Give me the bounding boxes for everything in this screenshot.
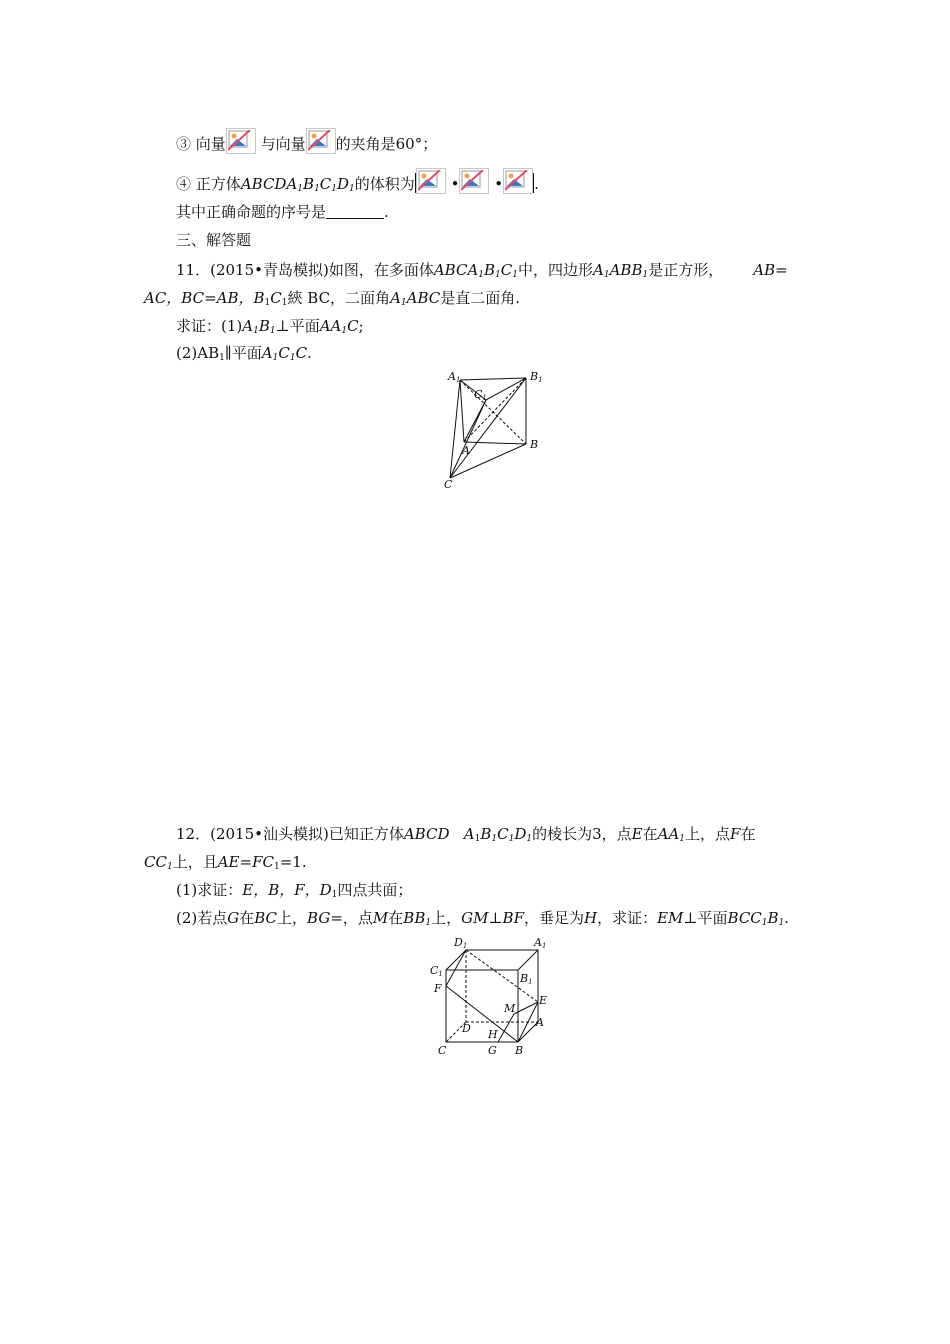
item-3-text-b: 与向量 — [260, 135, 306, 153]
dot-operator: • — [450, 175, 460, 193]
label-A: A — [462, 444, 470, 457]
broken-image-icon — [503, 168, 533, 194]
label-C1: C1 — [474, 388, 487, 402]
item-4-text-a: 正方体 — [195, 175, 241, 193]
cube-name: $ABCDA_1B_1C_1D_1$ — [240, 175, 355, 194]
item-3-text-c: 的夹角是60°； — [335, 135, 438, 153]
q11-line-2: AC，BC=AB，$B_1C_1$綊 BC，二面角$A_1ABC$是直二面角. — [144, 289, 521, 308]
cube-figure — [428, 934, 558, 1062]
polyhedron-figure — [440, 368, 560, 493]
section-heading: 三、解答题 — [176, 231, 252, 249]
question-prompt: 其中正确命题的序号是 . — [176, 203, 389, 221]
answer-blank — [326, 204, 384, 219]
label-C: C — [438, 1044, 447, 1057]
label-A1: A1 — [534, 936, 547, 950]
item-3-marker: ③ — [176, 135, 192, 153]
q11-line-1: 11．(2015•青岛模拟)如图，在多面体$ABCA_1B_1C_1$中，四边形$A_1ABB_1$是正方形， AB= — [176, 261, 788, 280]
label-C: C — [444, 478, 453, 491]
item-4-end: . — [534, 175, 539, 193]
broken-image-icon — [416, 168, 446, 194]
label-F: F — [434, 982, 442, 995]
broken-image-icon — [459, 168, 489, 194]
label-E: E — [539, 994, 548, 1007]
label-A: A — [536, 1016, 544, 1029]
label-B: B — [515, 1044, 524, 1057]
label-B1: B1 — [520, 972, 533, 986]
q11-prove-1: 求证：$(1)A_1B_1\perp$平面$AA_1C$; — [176, 317, 364, 336]
q12-p1: (1)求证：E，B，F，$D_1$四点共面； — [176, 881, 413, 900]
broken-image-icon — [226, 128, 256, 154]
q11-prove-2: $(2)AB_1\parallel$平面$A_1C_1C$. — [176, 344, 312, 363]
item-4-text-b: 的体积为 — [354, 175, 415, 193]
item-4-marker: ④ — [176, 175, 192, 193]
q12-line-1: 12．(2015•汕头模拟)已知正方体ABCD $A_1B_1C_1D_1$的棱长为3，点E在$AA_1$上，点F在 — [176, 825, 756, 844]
label-B1: B1 — [530, 370, 543, 384]
label-C1: C1 — [430, 964, 443, 978]
item-4 — [176, 168, 539, 194]
q12-p2: (2)若点G在BC上，BG=，点M在$BB_1$上，GM⊥BF，垂足为H，求证：EM⊥平面$BCC_1B_1$. — [176, 909, 790, 928]
label-A1: A1 — [448, 370, 461, 384]
q12-line-2: $CC_1$上，且$AE=FC_1=1$. — [144, 853, 307, 872]
label-D1: D1 — [454, 936, 468, 950]
dot-operator: • — [494, 175, 504, 193]
label-M: M — [504, 1002, 516, 1015]
label-G: G — [488, 1044, 497, 1057]
broken-image-icon — [306, 128, 336, 154]
label-B: B — [530, 438, 539, 451]
item-3 — [176, 128, 437, 154]
item-3-text-a: 向量 — [195, 135, 226, 153]
label-D: D — [462, 1022, 471, 1035]
label-H: H — [488, 1028, 498, 1041]
